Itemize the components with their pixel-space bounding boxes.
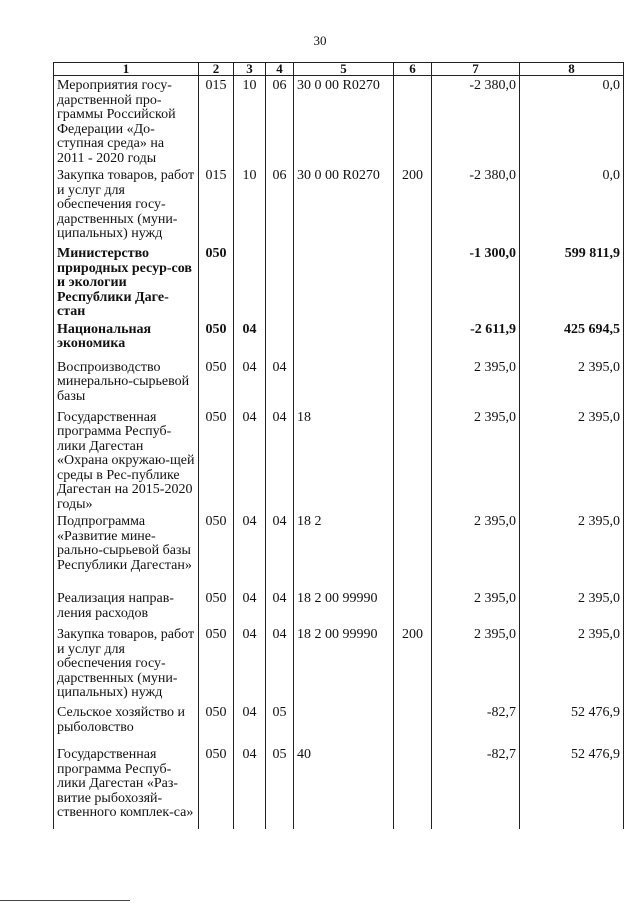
- section-code: 04: [234, 358, 266, 408]
- subsection-code: 04: [266, 408, 294, 513]
- row-name: Реализация направ-ления расходов: [54, 589, 199, 625]
- change-amount: -82,7: [432, 745, 520, 829]
- table-body: [54, 76, 624, 830]
- row-name: Национальная экономика: [54, 320, 199, 358]
- section-code: 10: [234, 76, 266, 167]
- row-name: Закупка товаров, работ и услуг для обеспечения госу-дарственных (муни-ципальных) нужд: [54, 166, 199, 244]
- target-article-code: [294, 244, 394, 320]
- expense-type-code: 200: [394, 166, 432, 244]
- column-header: 4: [266, 63, 294, 76]
- expense-type-code: [394, 320, 432, 358]
- table-row: [54, 745, 624, 829]
- ministry-code: 050: [199, 320, 234, 358]
- expense-type-code: [394, 76, 432, 167]
- table-row: [54, 320, 624, 358]
- target-article-code: [294, 358, 394, 408]
- total-amount: 52 476,9: [520, 745, 624, 829]
- target-article-code: 18 2 00 99990: [294, 589, 394, 625]
- column-header: 6: [394, 63, 432, 76]
- subsection-code: 05: [266, 745, 294, 829]
- ministry-code: 050: [199, 244, 234, 320]
- table-row: [54, 76, 624, 167]
- change-amount: 2 395,0: [432, 589, 520, 625]
- table-row: [54, 625, 624, 703]
- column-header: 3: [234, 63, 266, 76]
- subsection-code: 04: [266, 512, 294, 589]
- ministry-code: 050: [199, 358, 234, 408]
- table-row: [54, 408, 624, 513]
- expense-type-code: [394, 408, 432, 513]
- column-header: 7: [432, 63, 520, 76]
- ministry-code: 050: [199, 512, 234, 589]
- ministry-code: 050: [199, 745, 234, 829]
- change-amount: -1 300,0: [432, 244, 520, 320]
- section-code: [234, 244, 266, 320]
- total-amount: 2 395,0: [520, 625, 624, 703]
- change-amount: 2 395,0: [432, 512, 520, 589]
- target-article-code: [294, 703, 394, 745]
- row-name: Подпрограмма «Развитие мине-рально-сырьевой базы Республики Дагестан»: [54, 512, 199, 589]
- subsection-code: 04: [266, 358, 294, 408]
- table-row: [54, 512, 624, 589]
- column-header: 8: [520, 63, 624, 76]
- section-code: 04: [234, 703, 266, 745]
- section-code: 04: [234, 408, 266, 513]
- subsection-code: 06: [266, 76, 294, 167]
- ministry-code: 050: [199, 408, 234, 513]
- target-article-code: [294, 320, 394, 358]
- section-code: 04: [234, 320, 266, 358]
- section-code: 04: [234, 745, 266, 829]
- ministry-code: 015: [199, 76, 234, 167]
- expense-type-code: [394, 745, 432, 829]
- total-amount: 2 395,0: [520, 408, 624, 513]
- total-amount: 52 476,9: [520, 703, 624, 745]
- subsection-code: 04: [266, 625, 294, 703]
- total-amount: 425 694,5: [520, 320, 624, 358]
- change-amount: -2 611,9: [432, 320, 520, 358]
- budget-table: [53, 62, 624, 829]
- target-article-code: 18 2 00 99990: [294, 625, 394, 703]
- expense-type-code: [394, 589, 432, 625]
- subsection-code: 06: [266, 166, 294, 244]
- page-number: 30: [313, 33, 327, 48]
- expense-type-code: [394, 358, 432, 408]
- total-amount: 0,0: [520, 76, 624, 167]
- total-amount: 2 395,0: [520, 512, 624, 589]
- ministry-code: 015: [199, 166, 234, 244]
- row-name: Воспроизводство минерально-сырьевой базы: [54, 358, 199, 408]
- subsection-code: [266, 244, 294, 320]
- row-name: Мероприятия госу-дарственной про-граммы Российской Федерации «До-ступная среда» на 2011 - 2020 годы: [54, 76, 199, 167]
- target-article-code: 30 0 00 R0270: [294, 166, 394, 244]
- column-header: 5: [294, 63, 394, 76]
- subsection-code: [266, 320, 294, 358]
- total-amount: 2 395,0: [520, 358, 624, 408]
- change-amount: 2 395,0: [432, 408, 520, 513]
- row-name: Сельское хозяйство и рыболовство: [54, 703, 199, 745]
- change-amount: 2 395,0: [432, 358, 520, 408]
- total-amount: 2 395,0: [520, 589, 624, 625]
- target-article-code: 30 0 00 R0270: [294, 76, 394, 167]
- ministry-code: 050: [199, 625, 234, 703]
- row-name: Министерство природных ресур-сов и экологии Республики Даге-стан: [54, 244, 199, 320]
- footer-rule: [0, 900, 130, 901]
- row-name: Государственная программа Респуб-лики Дагестан «Охрана окружаю-щей среды в Рес-публике Дагестан на 2015-2020 годы»: [54, 408, 199, 513]
- row-name: Закупка товаров, работ и услуг для обеспечения госу-дарственных (муни-ципальных) нужд: [54, 625, 199, 703]
- target-article-code: 18: [294, 408, 394, 513]
- change-amount: -2 380,0: [432, 76, 520, 167]
- section-code: 04: [234, 589, 266, 625]
- expense-type-code: [394, 512, 432, 589]
- change-amount: 2 395,0: [432, 625, 520, 703]
- ministry-code: 050: [199, 703, 234, 745]
- change-amount: -82,7: [432, 703, 520, 745]
- column-header: 1: [54, 63, 199, 76]
- table-row: [54, 244, 624, 320]
- total-amount: 0,0: [520, 166, 624, 244]
- row-name: Государственная программа Респуб-лики Дагестан «Раз-витие рыбохозяй-ственного комплек-са»: [54, 745, 199, 829]
- section-code: 10: [234, 166, 266, 244]
- table-row: [54, 166, 624, 244]
- target-article-code: 18 2: [294, 512, 394, 589]
- table-row: [54, 358, 624, 408]
- total-amount: 599 811,9: [520, 244, 624, 320]
- section-code: 04: [234, 512, 266, 589]
- table-header-row: [54, 63, 624, 76]
- subsection-code: 05: [266, 703, 294, 745]
- expense-type-code: 200: [394, 625, 432, 703]
- column-header: 2: [199, 63, 234, 76]
- subsection-code: 04: [266, 589, 294, 625]
- expense-type-code: [394, 703, 432, 745]
- table-row: [54, 589, 624, 625]
- expense-type-code: [394, 244, 432, 320]
- section-code: 04: [234, 625, 266, 703]
- ministry-code: 050: [199, 589, 234, 625]
- table-row: [54, 703, 624, 745]
- change-amount: -2 380,0: [432, 166, 520, 244]
- target-article-code: 40: [294, 745, 394, 829]
